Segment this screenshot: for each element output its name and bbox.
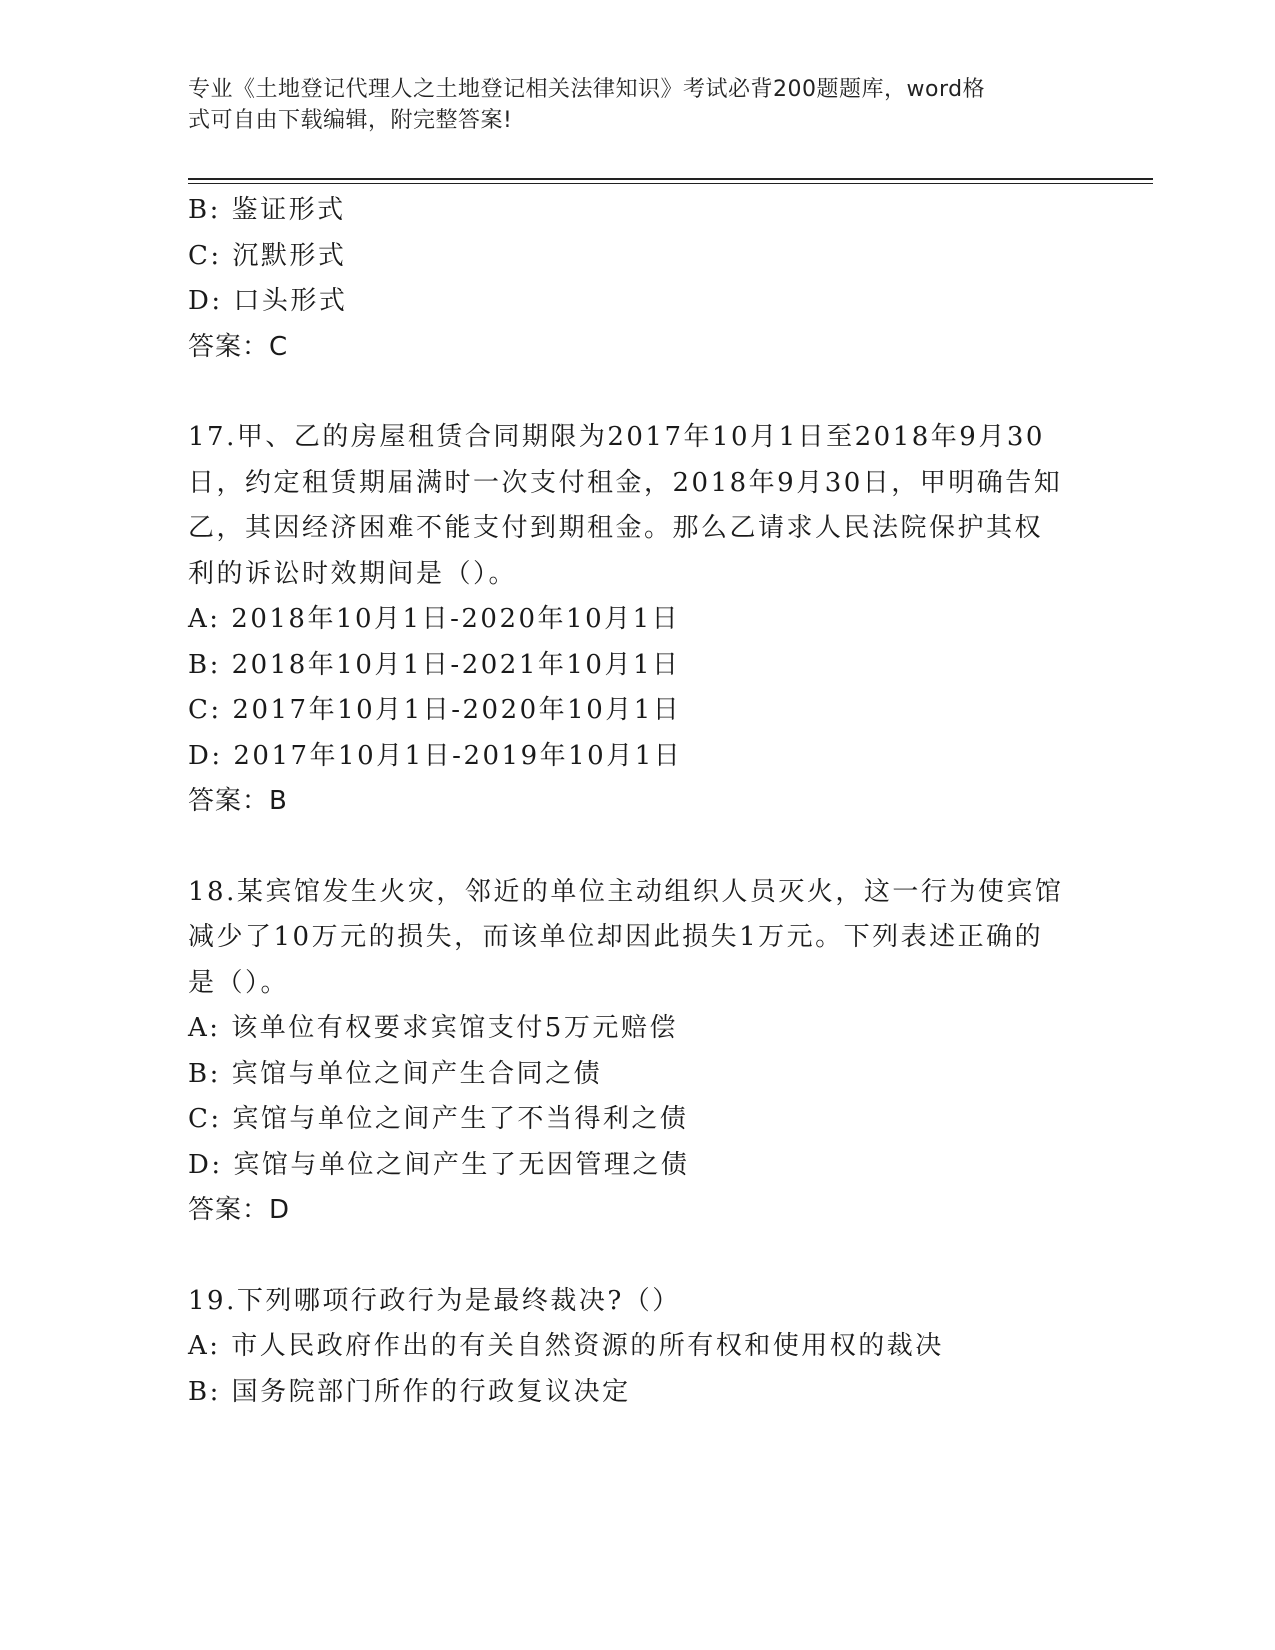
header-line-2: 式可自由下载编辑，附完整答案!: [188, 108, 513, 133]
option-line: A: 市人民政府作出的有关自然资源的所有权和使用权的裁决: [188, 1331, 944, 1361]
question-stem-line: 19.下列哪项行政行为是最终裁决?（）: [188, 1285, 681, 1316]
option-line: C: 沉默形式: [188, 240, 347, 271]
option-line: C: 2017年10月1日-2020年10月1日: [188, 695, 682, 725]
option-line: D: 宾馆与单位之间产生了无因管理之债: [188, 1149, 690, 1180]
question-stem-line: 乙，其因经济困难不能支付到期租金。那么乙请求人民法院保护其权: [188, 513, 1044, 543]
option-line: B: 宾馆与单位之间产生合同之债: [188, 1058, 603, 1089]
question-block-17: [188, 415, 1088, 825]
option-line: B: 鉴证形式: [188, 195, 346, 225]
spacer: [188, 1234, 1088, 1279]
question-stem-line: 17.甲、乙的房屋租赁合同期限为2017年10月1日至2018年9月30: [188, 422, 1045, 452]
question-block-18: [188, 870, 1088, 1234]
answer-line: 答案：D: [188, 1195, 291, 1225]
document-body: [188, 188, 1088, 1415]
header-divider-thin: [188, 183, 1153, 184]
document-header: [188, 74, 1088, 136]
answer-line: 答案：C: [188, 331, 289, 362]
question-block-19: [188, 1279, 1088, 1416]
spacer: [188, 370, 1088, 415]
header-divider-thick: [188, 178, 1153, 180]
question-stem-line: 日，约定租赁期届满时一次支付租金，2018年9月30日，甲明确告知: [188, 467, 1063, 498]
option-line: D: 2017年10月1日-2019年10月1日: [188, 740, 683, 771]
option-line: A: 2018年10月1日-2020年10月1日: [188, 604, 681, 634]
option-line: B: 国务院部门所作的行政复议决定: [188, 1376, 631, 1407]
question-stem-line: 18.某宾馆发生火灾，邻近的单位主动组织人员灭火，这一行为使宾馆: [188, 876, 1064, 907]
option-line: C: 宾馆与单位之间产生了不当得利之债: [188, 1104, 689, 1134]
question-stem-line: 减少了10万元的损失，而该单位却因此损失1万元。下列表述正确的: [188, 922, 1044, 952]
header-line-1: 专业《土地登记代理人之土地登记相关法律知识》考试必背200题题库，word格: [188, 77, 986, 102]
option-line: B: 2018年10月1日-2021年10月1日: [188, 649, 681, 680]
answer-line: 答案：B: [188, 786, 288, 816]
question-stem-line: 利的诉讼时效期间是（）。: [188, 558, 518, 589]
question-stem-line: 是（）。: [188, 967, 290, 998]
spacer: [188, 825, 1088, 870]
prev-question-block: [188, 188, 1088, 370]
option-line: D: 口头形式: [188, 286, 348, 316]
option-line: A: 该单位有权要求宾馆支付5万元赔偿: [188, 1013, 678, 1043]
